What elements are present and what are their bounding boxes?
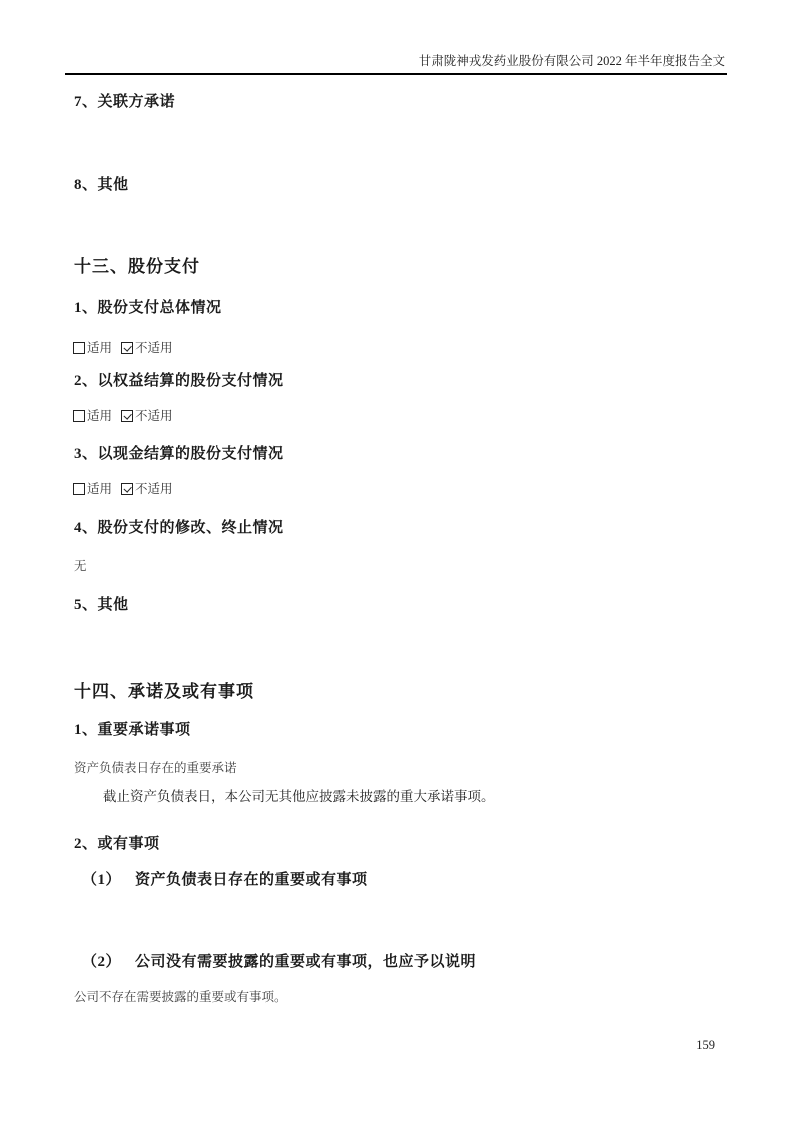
heading-14-2-2-no-disclosure-needed — [82, 953, 476, 973]
heading-ch14-commitments-contingencies: 十四、承诺及或有事项 — [74, 682, 254, 701]
not-applicable-label: 不适用 — [135, 341, 173, 355]
heading-13-1-overall: 1、股份支付总体情况 — [74, 300, 222, 316]
not-applicable-label: 不适用 — [135, 482, 173, 496]
heading-13-3-cash-settled: 3、以现金结算的股份支付情况 — [74, 446, 284, 462]
checkbox-checked-icon — [121, 410, 133, 422]
applicability-row-3 — [73, 481, 173, 497]
subheading-text: 公司没有需要披露的重要或有事项，也应予以说明 — [135, 954, 477, 970]
checkbox-unchecked-icon — [73, 342, 85, 354]
heading-13-2-equity-settled: 2、以权益结算的股份支付情况 — [74, 373, 284, 389]
text-14-1-note: 资产负债表日存在的重要承诺 — [74, 761, 237, 775]
checkbox-unchecked-icon — [73, 483, 85, 495]
subheading-number: （1） — [82, 872, 122, 888]
heading-13-4-modification-termination: 4、股份支付的修改、终止情况 — [74, 520, 284, 536]
heading-8-other: 8、其他 — [74, 177, 129, 193]
page-header-title: 甘肃陇神戎发药业股份有限公司 2022 年半年度报告全文 — [418, 54, 725, 68]
text-13-4-none: 无 — [74, 559, 87, 573]
not-applicable-label: 不适用 — [135, 409, 173, 423]
heading-14-2-1-balance-sheet-date — [82, 871, 368, 891]
subheading-number: （2） — [82, 954, 122, 970]
applicable-label: 适用 — [87, 482, 113, 496]
heading-ch13-share-payment: 十三、股份支付 — [74, 257, 200, 276]
heading-14-1-important-commitments: 1、重要承诺事项 — [74, 722, 191, 738]
heading-13-5-other: 5、其他 — [74, 597, 129, 613]
applicable-label: 适用 — [87, 409, 113, 423]
checkbox-unchecked-icon — [73, 410, 85, 422]
applicability-row-1 — [73, 340, 173, 356]
page-number: 159 — [696, 1038, 715, 1052]
subheading-text: 资产负债表日存在的重要或有事项 — [135, 872, 368, 888]
header-divider — [65, 73, 727, 75]
text-14-2-body: 公司不存在需要披露的重要或有事项。 — [74, 990, 287, 1004]
applicability-row-2 — [73, 408, 173, 424]
checkbox-checked-icon — [121, 483, 133, 495]
heading-7-related-party-commitments: 7、关联方承诺 — [74, 94, 176, 110]
applicable-label: 适用 — [87, 341, 113, 355]
heading-14-2-contingencies: 2、或有事项 — [74, 836, 160, 852]
checkbox-checked-icon — [121, 342, 133, 354]
text-14-1-body: 截止资产负债表日，本公司无其他应披露未披露的重大承诺事项。 — [103, 789, 495, 804]
